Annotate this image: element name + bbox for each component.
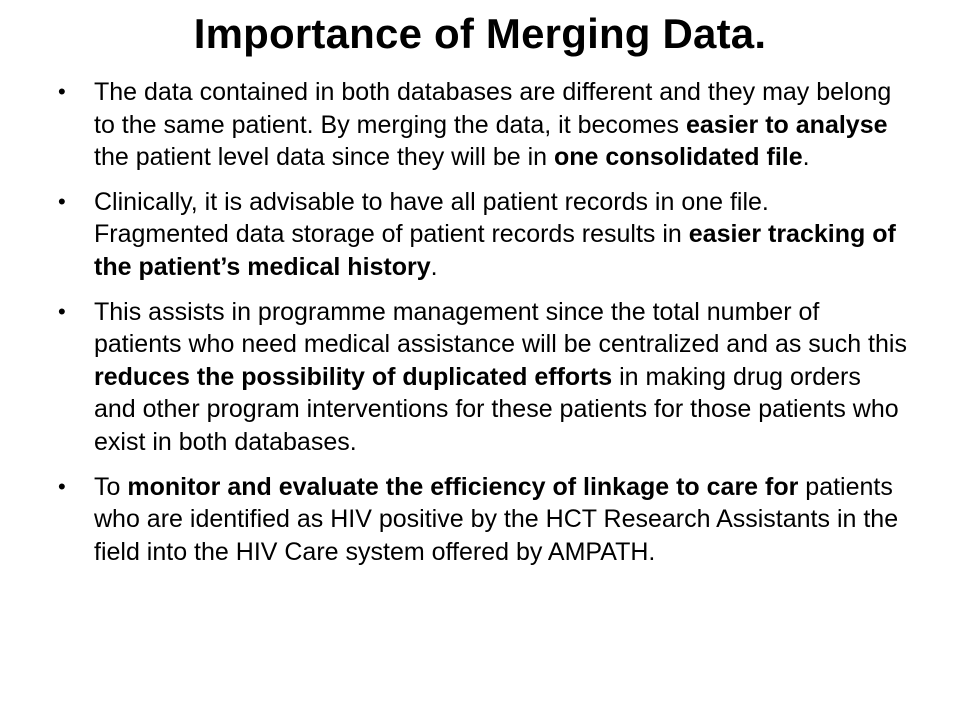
bullet-item	[58, 471, 908, 569]
bullet-dot: •	[58, 188, 66, 214]
text-segment: .	[430, 252, 438, 281]
slide-title: Importance of Merging Data.	[193, 10, 767, 57]
text-segment: Clinically, it is advisable to have all patient records in one file. Fragmented data storage of patient records results in	[94, 187, 769, 249]
text-segment: the patient level data since they will be in	[94, 143, 554, 172]
text-segment: To	[94, 472, 128, 501]
bullet-item	[58, 186, 908, 284]
emphasis-segment: easier tracking of the patient’s medical history	[94, 220, 896, 281]
bullet-dot: •	[58, 473, 66, 499]
text-segment: This assists in programme management since the total number of patients who need medical assistance will be centralized and as such this	[94, 297, 907, 359]
bullet-dot: •	[58, 298, 66, 324]
bullet-text	[94, 188, 896, 281]
bullet-dot: •	[58, 79, 66, 104]
bullet-item	[58, 76, 908, 174]
emphasis-segment: reduces the possibility of duplicated efforts	[94, 362, 613, 391]
bullet-text	[94, 473, 898, 566]
bullet-list	[58, 76, 908, 580]
bullet-text	[94, 298, 907, 456]
emphasis-segment: monitor and evaluate the efficiency of linkage to care for	[127, 472, 799, 501]
bullet-item	[58, 296, 908, 459]
emphasis-segment: one consolidated file	[554, 143, 803, 172]
text-segment: in making drug orders and other program interventions for these patients for those patients who exist in both databases.	[94, 362, 899, 456]
text-segment: .	[802, 143, 810, 172]
text-segment: patients who are identified as HIV positive by the HCT Research Assistants in the field into the HIV Care system offered by AMPATH.	[94, 472, 899, 566]
text-segment: The data contained in both databases are different and they may belong to the same patient. By merging the data, it becomes	[94, 78, 892, 139]
emphasis-segment: easier to analyse	[686, 110, 888, 139]
bullet-text	[94, 78, 891, 171]
